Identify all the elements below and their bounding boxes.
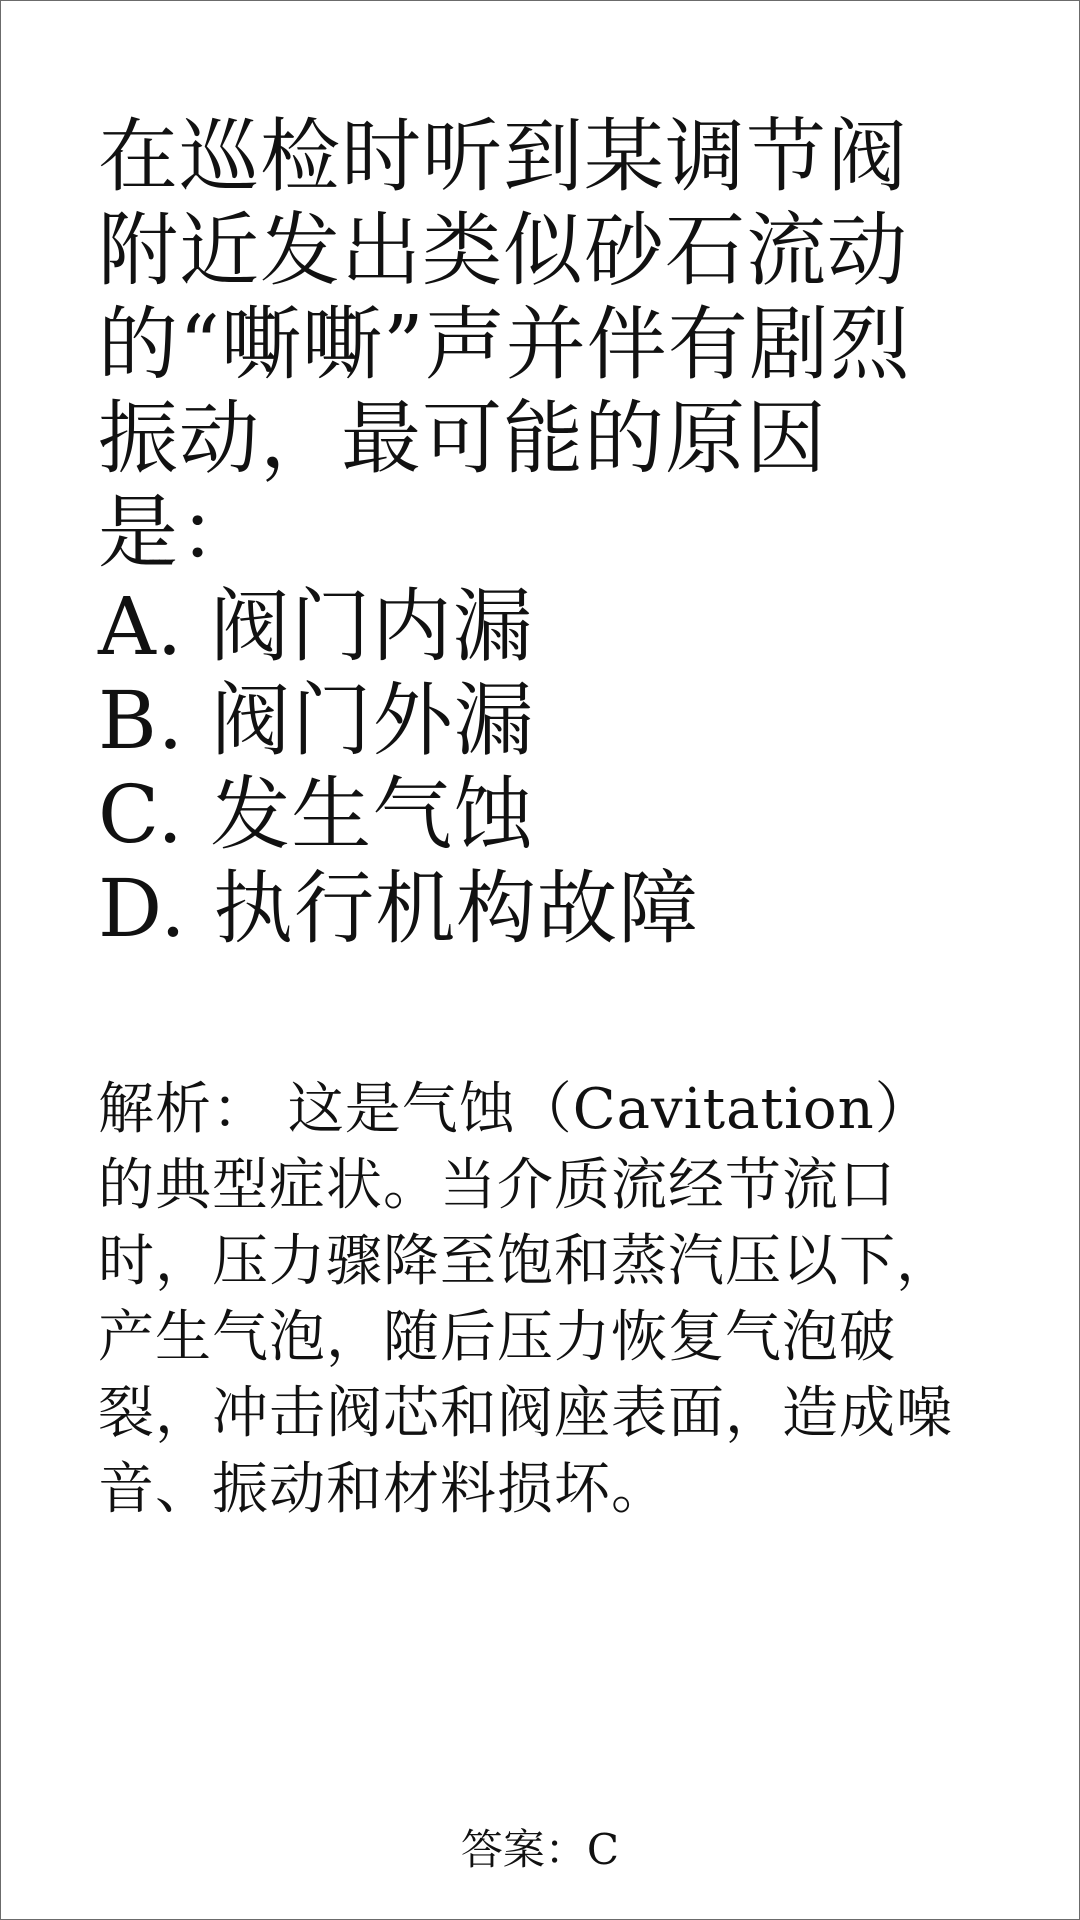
analysis-text: 解析： 这是气蚀（Cavitation）的典型症状。当介质流经节流口时，压力骤降至饱和蒸汽压以下，产生气泡，随后压力恢复气泡破裂，冲击阀芯和阀座表面，造成噪音、振动和材料损坏。 — [98, 1077, 953, 1522]
question-text: 在巡检时听到某调节阀附近发出类似砂石流动的“嘶嘶”声并伴有剧烈振动，最可能的原因是： — [98, 110, 911, 579]
option-c[interactable]: C. 发生气蚀 — [98, 768, 535, 861]
option-d[interactable]: D. 执行机构故障 — [98, 862, 700, 955]
question-block — [98, 110, 968, 956]
answer-text: 答案：C — [460, 1825, 620, 1874]
option-a[interactable]: A. 阀门内漏 — [98, 580, 534, 673]
options-list — [98, 580, 968, 956]
option-b[interactable]: B. 阀门外漏 — [98, 674, 535, 767]
